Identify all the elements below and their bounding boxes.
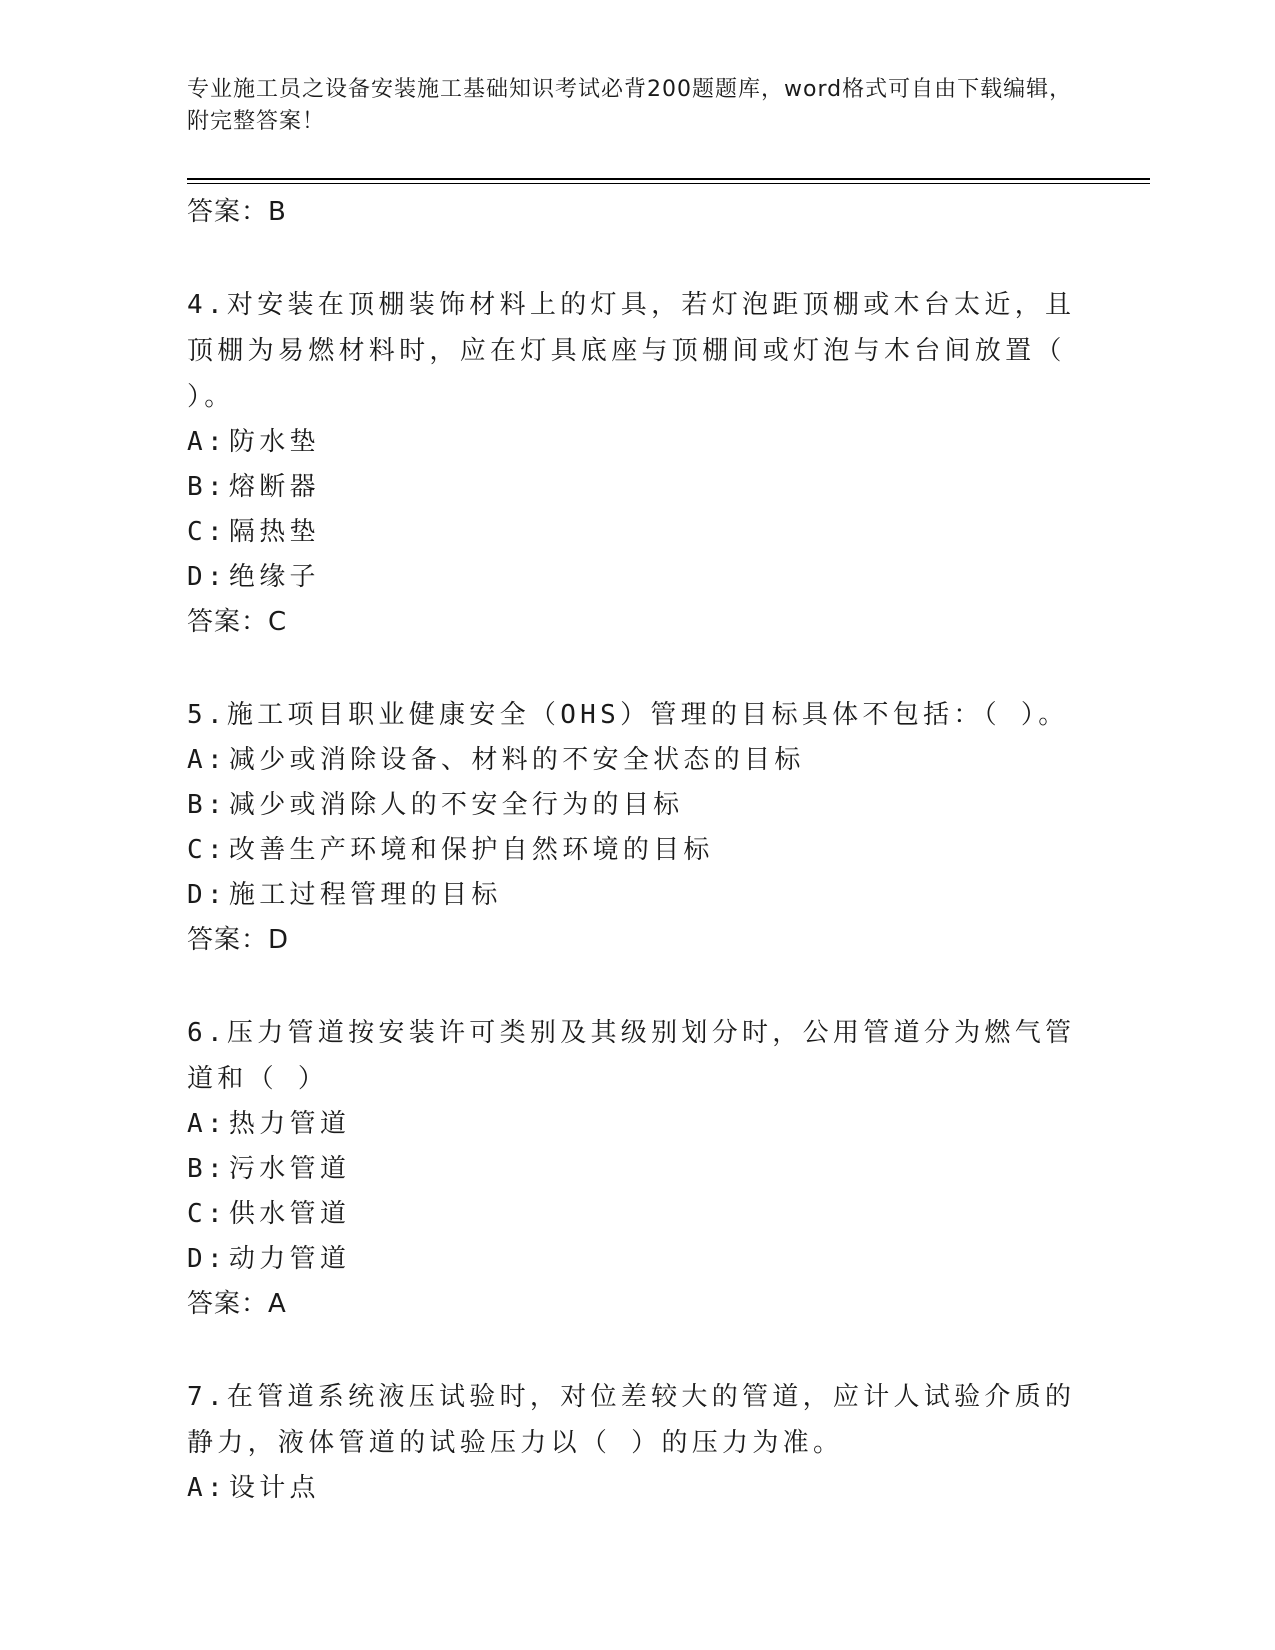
spacer <box>187 235 1087 282</box>
option-letter: B: <box>187 790 227 820</box>
option-text: 施工过程管理的目标 <box>228 880 502 910</box>
answer-line: 答案：A <box>187 1289 287 1319</box>
option-a <box>187 1102 1087 1147</box>
option-text: 改善生产环境和保护自然环境的目标 <box>228 835 714 865</box>
option-letter: D: <box>187 1244 227 1274</box>
option-text: 热力管道 <box>228 1109 351 1139</box>
option-letter: D: <box>187 562 227 592</box>
question-stem: 7.在管道系统液压试验时，对位差较大的管道，应计人试验介质的静力，液体管道的试验压力以（ ）的压力为准。 <box>187 1382 1076 1458</box>
option-a <box>187 738 1087 783</box>
option-d <box>187 1237 1087 1282</box>
header-rule-thin <box>187 183 1150 184</box>
question-stem: 6.压力管道按安装许可类别及其级别划分时，公用管道分为燃气管道和（ ） <box>187 1018 1076 1094</box>
option-letter: A: <box>187 1109 227 1139</box>
option-b <box>187 783 1087 828</box>
option-text: 隔热垫 <box>228 517 320 547</box>
option-text: 减少或消除设备、材料的不安全状态的目标 <box>228 745 805 775</box>
option-b <box>187 1147 1087 1192</box>
option-text: 熔断器 <box>228 472 320 502</box>
header-rule-thick <box>187 178 1150 180</box>
option-letter: B: <box>187 1154 227 1184</box>
spacer <box>187 963 1087 1010</box>
question-stem: 4.对安装在顶棚装饰材料上的灯具，若灯泡距顶棚或木台太近，且顶棚为易燃材料时，应在灯具底座与顶棚间或灯泡与木台间放置（ ）。 <box>187 290 1076 412</box>
option-b <box>187 465 1087 510</box>
question-block <box>187 692 1087 963</box>
option-letter: A: <box>187 1473 227 1503</box>
option-text: 设计点 <box>228 1473 320 1503</box>
spacer <box>187 645 1087 692</box>
option-text: 动力管道 <box>228 1244 351 1274</box>
question-stem: 5.施工项目职业健康安全（OHS）管理的目标具体不包括：（ ）。 <box>187 700 1069 730</box>
option-text: 减少或消除人的不安全行为的目标 <box>228 790 684 820</box>
option-letter: C: <box>187 835 227 865</box>
question-block <box>187 1010 1087 1327</box>
option-letter: A: <box>187 427 227 457</box>
option-letter: A: <box>187 745 227 775</box>
question-block <box>187 1374 1087 1511</box>
question-block <box>187 282 1087 645</box>
option-letter: C: <box>187 517 227 547</box>
option-a <box>187 1466 1087 1511</box>
option-text: 防水垫 <box>228 427 320 457</box>
answer-line: 答案：B <box>187 197 287 227</box>
question-list <box>187 190 1087 1511</box>
option-d <box>187 555 1087 600</box>
option-letter: D: <box>187 880 227 910</box>
spacer <box>187 1327 1087 1374</box>
option-letter: B: <box>187 472 227 502</box>
option-a <box>187 420 1087 465</box>
option-letter: C: <box>187 1199 227 1229</box>
option-d <box>187 873 1087 918</box>
option-text: 供水管道 <box>228 1199 351 1229</box>
option-c <box>187 510 1087 555</box>
option-c <box>187 1192 1087 1237</box>
option-c <box>187 828 1087 873</box>
option-text: 污水管道 <box>228 1154 351 1184</box>
option-text: 绝缘子 <box>228 562 320 592</box>
document-header: 专业施工员之设备安装施工基础知识考试必背200题题库，word格式可自由下载编辑，附完整答案！ <box>187 77 1073 134</box>
answer-line: 答案：C <box>187 607 288 637</box>
answer-line: 答案：D <box>187 925 290 955</box>
